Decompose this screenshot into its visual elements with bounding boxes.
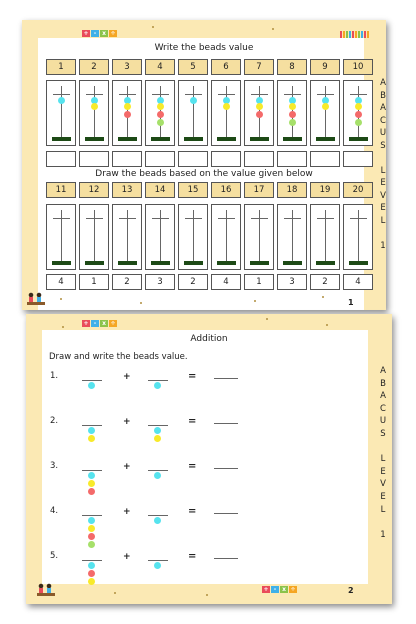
abacus-base [52,137,71,141]
page-1-subtitle: Draw the beads based on the value given below [95,169,313,179]
abacus-bead-yellow [88,578,95,585]
abacus-bead-red [124,111,131,118]
column-label: 16 [211,182,241,198]
side-letter: B [380,90,386,101]
abacus-bead-yellow [289,103,296,110]
logo-tile: - [91,320,99,327]
answer-box [145,151,175,167]
logo-tile: + [83,320,89,327]
value-box: 1 [79,274,109,290]
decorative-dot [322,296,324,298]
abacus-divider-line [82,380,102,381]
abacus-base [217,137,236,141]
abacus-bead-cyan [88,382,95,389]
abacus-divider-bar [119,94,136,95]
abacus-divider-bar [53,218,70,219]
value-box: 4 [343,274,373,290]
abacus-bead-cyan [154,472,161,479]
abacus-base [283,137,302,141]
abacus-bead-green [355,119,362,126]
abacus-divider-line [82,515,102,516]
abacus-divider-bar [251,94,268,95]
decorative-dot [140,302,142,304]
equals-sign: = [188,506,197,517]
answer-box [178,151,208,167]
column-label: 3 [112,59,142,75]
abacus-base [316,137,335,141]
answer-line [214,468,238,469]
plus-sign: + [123,417,131,427]
math-logo-icon-footer [262,586,297,593]
abacus-frame [211,204,241,270]
value-box: 4 [46,274,76,290]
side-letter: E [380,178,386,188]
side-letter: A [380,78,386,88]
page-2-instruction: Draw and write the beads value. [49,352,188,362]
decorative-dot [206,594,208,596]
decorative-dot [326,324,328,326]
decorative-dot [272,28,274,30]
column-label: 9 [310,59,340,75]
answer-line [214,513,238,514]
abacus-bead-green [289,119,296,126]
abacus-base [118,261,137,265]
column-label: 19 [310,182,340,198]
answer-line [214,558,238,559]
answer-box [244,151,274,167]
abacus-divider-bar [284,94,301,95]
decorative-dot [266,318,268,320]
value-box: 4 [211,274,241,290]
abacus-bead-red [289,111,296,118]
kids-reading-icon [26,291,46,305]
decorative-dot [62,326,64,328]
abacus-bead-cyan [154,562,161,569]
logo-stripe [358,31,360,38]
abacus-divider-bar [152,218,169,219]
plus-sign: + [123,372,131,382]
plus-sign: + [123,552,131,562]
logo-stripe [352,31,354,38]
problem-number: 3. [50,461,59,471]
abacus-frame [310,80,340,146]
abacus-base [316,261,335,265]
equals-sign: = [188,461,197,472]
side-letter: B [380,378,386,389]
side-letter: C [380,403,386,414]
abacus-brand-logo [340,31,369,38]
abacus-divider-bar [317,94,334,95]
abacus-bead-cyan [58,97,65,104]
column-label: 13 [112,182,142,198]
kids-reading-icon [36,582,56,596]
abacus-frame [145,204,175,270]
abacus-frame [79,80,109,146]
side-letter [377,153,389,166]
abacus-divider-bar [350,218,367,219]
abacus-divider-bar [86,94,103,95]
abacus-base [250,137,269,141]
problem-number: 5. [50,551,59,561]
column-label: 2 [79,59,109,75]
abacus-frame [343,80,373,146]
abacus-bead-yellow [322,103,329,110]
abacus-frame [145,80,175,146]
logo-tile: ÷ [110,320,116,327]
abacus-base [184,261,203,265]
abacus-bead-yellow [88,435,95,442]
abacus-divider-bar [284,218,301,219]
column-label: 15 [178,182,208,198]
side-letter: L [380,454,386,465]
side-letter: L [380,504,386,515]
abacus-frame [244,80,274,146]
abacus-bead-cyan [190,97,197,104]
abacus-bead-red [88,533,95,540]
abacus-bead-cyan [88,517,95,524]
side-label-abacus-level [377,78,389,253]
abacus-frame [211,80,241,146]
abacus-base [283,261,302,265]
abacus-divider-bar [317,218,334,219]
side-letter [377,517,389,530]
side-letter: L [380,215,386,226]
abacus-bead-yellow [223,103,230,110]
logo-tile: - [91,30,99,37]
page-1-number: 1 [348,298,354,307]
abacus-base [52,261,71,265]
column-label: 18 [277,182,307,198]
abacus-divider-bar [251,218,268,219]
answer-box [277,151,307,167]
value-box: 2 [310,274,340,290]
side-label-abacus-level [377,366,389,542]
logo-tile: - [271,586,279,593]
column-label: 20 [343,182,373,198]
answer-box [46,151,76,167]
value-box: 2 [178,274,208,290]
logo-stripe [340,31,342,38]
value-box: 1 [244,274,274,290]
abacus-divider-bar [53,94,70,95]
abacus-divider-bar [152,94,169,95]
abacus-bead-yellow [88,525,95,532]
abacus-base [217,261,236,265]
abacus-divider-bar [218,94,235,95]
logo-stripe [343,31,345,38]
decorative-dot [152,26,154,28]
side-letter: E [380,203,386,213]
side-letter: V [380,190,386,201]
value-box: 3 [277,274,307,290]
abacus-divider-bar [350,94,367,95]
logo-stripe [349,31,351,38]
abacus-base [151,261,170,265]
abacus-divider-line [148,425,168,426]
answer-box [211,151,241,167]
side-letter [377,442,389,455]
equals-sign: = [188,551,197,562]
column-label: 4 [145,59,175,75]
abacus-base [118,137,137,141]
abacus-frame [277,204,307,270]
answer-box [112,151,142,167]
abacus-frame [178,204,208,270]
answer-box [310,151,340,167]
answer-box [343,151,373,167]
column-label: 10 [343,59,373,75]
side-letter: 1 [380,240,386,251]
problem-number: 2. [50,416,59,426]
decorative-dot [254,300,256,302]
abacus-divider-bar [86,218,103,219]
logo-stripe [361,31,363,38]
abacus-bead-yellow [256,103,263,110]
abacus-bead-green [157,119,164,126]
logo-tile: ÷ [110,30,116,37]
math-logo-icon [82,30,117,37]
page-2-number: 2 [348,586,354,595]
abacus-divider-line [82,470,102,471]
answer-line [214,423,238,424]
abacus-base [85,261,104,265]
column-label: 14 [145,182,175,198]
abacus-frame [46,204,76,270]
abacus-bead-yellow [154,435,161,442]
side-letter: S [380,428,386,439]
abacus-divider-line [82,560,102,561]
value-box: 3 [145,274,175,290]
side-letter: E [380,466,386,477]
abacus-frame [178,80,208,146]
equals-sign: = [188,416,197,427]
abacus-bead-cyan [88,562,95,569]
abacus-divider-line [148,515,168,516]
side-letter: U [379,128,387,138]
abacus-frame [46,80,76,146]
abacus-bead-cyan [88,427,95,434]
abacus-bead-red [256,111,263,118]
logo-tile: + [83,30,89,37]
column-label: 7 [244,59,274,75]
logo-stripe [355,31,357,38]
side-letter: S [380,140,386,151]
abacus-bead-cyan [154,517,161,524]
abacus-bead-red [88,570,95,577]
abacus-base [250,261,269,265]
abacus-frame [277,80,307,146]
side-letter: V [380,479,386,490]
abacus-bead-yellow [355,103,362,110]
abacus-bead-red [355,111,362,118]
side-letter: A [380,391,386,402]
abacus-bead-yellow [157,103,164,110]
abacus-divider-line [148,560,168,561]
abacus-base [85,137,104,141]
side-letter: L [380,165,386,176]
problem-number: 1. [50,371,59,381]
abacus-divider-bar [185,218,202,219]
column-label: 6 [211,59,241,75]
abacus-divider-bar [218,218,235,219]
abacus-divider-line [148,470,168,471]
side-letter [377,228,389,241]
logo-stripe [346,31,348,38]
abacus-base [151,137,170,141]
abacus-frame [79,204,109,270]
logo-tile: x [100,30,108,37]
logo-stripe [367,31,369,38]
plus-sign: + [123,462,131,472]
abacus-bead-cyan [88,472,95,479]
column-label: 5 [178,59,208,75]
abacus-divider-bar [119,218,136,219]
abacus-divider-line [148,380,168,381]
decorative-dot [60,298,62,300]
column-label: 1 [46,59,76,75]
column-label: 17 [244,182,274,198]
column-label: 12 [79,182,109,198]
answer-box [79,151,109,167]
column-label: 8 [277,59,307,75]
page-1-title: Write the beads value [154,43,254,53]
decorative-dot [114,592,116,594]
equals-sign: = [188,371,197,382]
abacus-divider-bar [185,94,202,95]
abacus-divider-line [82,425,102,426]
abacus-bead-yellow [91,103,98,110]
logo-tile: ÷ [290,586,296,593]
answer-line [214,378,238,379]
plus-sign: + [123,507,131,517]
math-logo-icon [82,320,117,327]
worksheet-page-1 [22,20,386,310]
page-2-title: Addition [190,334,228,344]
abacus-bead-yellow [88,480,95,487]
side-letter: 1 [380,529,386,540]
side-letter: C [380,115,386,126]
abacus-bead-red [88,488,95,495]
abacus-frame [310,204,340,270]
abacus-frame [244,204,274,270]
side-letter: A [380,366,386,376]
abacus-bead-cyan [154,427,161,434]
column-label: 11 [46,182,76,198]
logo-tile: x [280,586,288,593]
problem-number: 4. [50,506,59,516]
side-letter: A [380,103,386,113]
abacus-base [184,137,203,141]
abacus-frame [343,204,373,270]
abacus-bead-red [157,111,164,118]
abacus-bead-green [88,541,95,548]
value-box: 2 [112,274,142,290]
abacus-bead-yellow [124,103,131,110]
logo-tile: + [263,586,269,593]
logo-tile: x [100,320,108,327]
abacus-frame [112,80,142,146]
side-letter: E [380,491,386,502]
abacus-base [349,261,368,265]
worksheet-page-2 [26,314,392,604]
abacus-bead-cyan [154,382,161,389]
side-letter: U [379,416,387,427]
abacus-base [349,137,368,141]
abacus-frame [112,204,142,270]
logo-stripe [364,31,366,38]
